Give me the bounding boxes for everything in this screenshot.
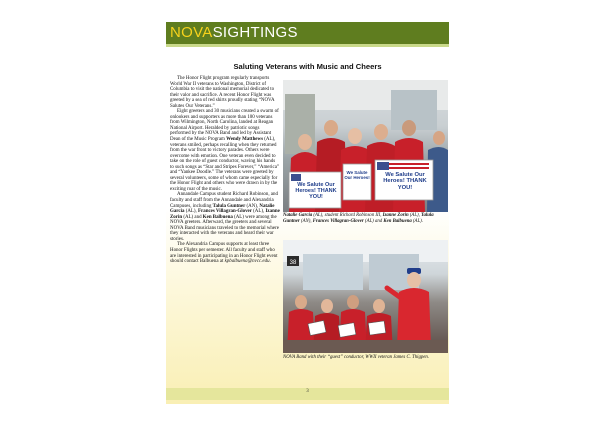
caption-name: Izanne Zorin: [382, 213, 409, 218]
terminal-window: [303, 254, 363, 290]
text-run: .: [269, 259, 271, 265]
newsletter-page: [166, 22, 449, 404]
text-run: Eight greeters and 30 musicians created a swarm of onlookers and supporters as more than 100 veterans from Wilmington, North Carolina, landed at Reagan National Airport. Heralded by patriotic songs performed by the NOVA Band and led by Assistant Dean of the Music Program: [170, 109, 279, 143]
flag-canton: [291, 174, 301, 181]
caption-name: Frances Villagran-Glover: [312, 218, 364, 224]
music-stand: [338, 323, 356, 338]
person-head: [433, 131, 445, 145]
greeters-caption: [283, 213, 448, 224]
musician-head: [295, 295, 307, 309]
page-footer: [166, 388, 449, 400]
caption-text: (AL) and: [363, 218, 384, 224]
sign-left: [289, 172, 341, 208]
paragraph-2: [170, 109, 280, 192]
sign-middle: [343, 164, 371, 200]
person-head: [402, 120, 416, 136]
band-photo-art: [283, 240, 448, 353]
musician-head: [347, 295, 359, 309]
text-run: (AL),: [251, 209, 266, 215]
text-run: (AL), veterans smiled, perhaps recalling when they returned from the war front to victory parades. Others were overcome with emotion. One veteran even decided to take on the role of guest conductor, waving his hands to such songs as “Star and Stripes Forever,” “America” and “Yankee Doodle.” The veterans were greeted by several volunteers, some of whom came especially for the Honor Flight and others who were drawn in by the exciting roar of the music.: [170, 137, 280, 192]
text-run: (AN),: [245, 203, 260, 209]
text-run: (AL),: [184, 209, 199, 215]
banner-nova: NOVA: [170, 24, 213, 41]
article-body: [170, 76, 280, 265]
musician-head: [373, 299, 385, 313]
person-head: [374, 124, 388, 140]
person-head: [348, 128, 362, 144]
section-banner: [166, 22, 449, 47]
caption-text: (AL).: [411, 218, 423, 224]
banner-sightings: SIGHTINGS: [212, 24, 298, 41]
caption-name: Natalie Garcia: [283, 213, 313, 218]
sign-right-text: We Salute Our Heroes! THANK YOU!: [383, 172, 427, 191]
page-number: 3: [306, 389, 309, 394]
caption-text: (AL),: [408, 213, 422, 218]
text-run: The Alexandria Campus supports at least three Honor Flights per semester. All faculty and staff who are interested in participating in an Honor Flight event should contact Balbuena at: [170, 242, 278, 265]
greeters-photo: [283, 80, 448, 212]
person-head: [324, 120, 338, 136]
contact-email: kpbalbuena@nvcc.edu: [224, 259, 270, 265]
greeters-photo-art: [283, 80, 448, 212]
paragraph-3: [170, 192, 280, 242]
text-run: (AL) and: [182, 214, 203, 220]
gate-number: 38: [289, 260, 297, 266]
text-run: Annandale Campus student Richard Robinson, and faculty and staff from the Annandale and Alexandria Campuses, including: [170, 192, 278, 209]
band-caption: NOVA Band with their “guest” conductor, WWII veteran James C. Thigpen.: [283, 355, 429, 360]
sign-left-text: We Salute Our Heroes! THANK YOU!: [295, 182, 337, 200]
person-name: Izanne Zorin: [170, 209, 280, 220]
caption-name: Talula Guntner: [283, 213, 434, 224]
banner-title: [170, 24, 298, 42]
musician-head: [321, 299, 333, 313]
flag-stripe: [389, 167, 429, 169]
flag-stripe: [389, 163, 429, 165]
person-name: Natalie Garcia: [170, 203, 275, 215]
paragraph-4: [170, 242, 280, 264]
conductor-head: [407, 272, 421, 288]
person-name: Ken Balbuena: [202, 214, 233, 220]
text-run: (AL) were among the NOVA greeters. Afterward, the greeters and several NOVA Band musicians traveled to the memorial where they interacted with the veterans and heard their war stories.: [170, 214, 279, 242]
band-photo: [283, 240, 448, 353]
person-name: Wendy Matthews: [226, 137, 263, 143]
sign-middle-text: We Salute Our Heroes!: [344, 170, 370, 180]
person-name: Frances Villagran-Glover: [198, 209, 252, 215]
flag-canton: [377, 162, 389, 170]
person-head: [298, 134, 312, 150]
floor: [283, 340, 448, 353]
caption-text: (AL), student Richard Robinson III,: [312, 213, 383, 218]
music-stand: [368, 321, 386, 335]
paragraph-1: The Honor Flight program regularly transports World War II veterans to Washington, District of Columbia to visit the national memorial dedicated to their valor and sacrifice. A recent Honor Flight was greeted by a sea of red shirts proudly stating “NOVA Salutes Our Veterans.”: [170, 76, 275, 109]
caption-text: (AN),: [299, 218, 313, 224]
person-name: Talula Guntner: [212, 203, 246, 209]
caption-name: Ken Balbuena: [383, 218, 412, 224]
sign-right: [375, 160, 433, 200]
article-headline: Saluting Veterans with Music and Cheers: [233, 62, 382, 71]
